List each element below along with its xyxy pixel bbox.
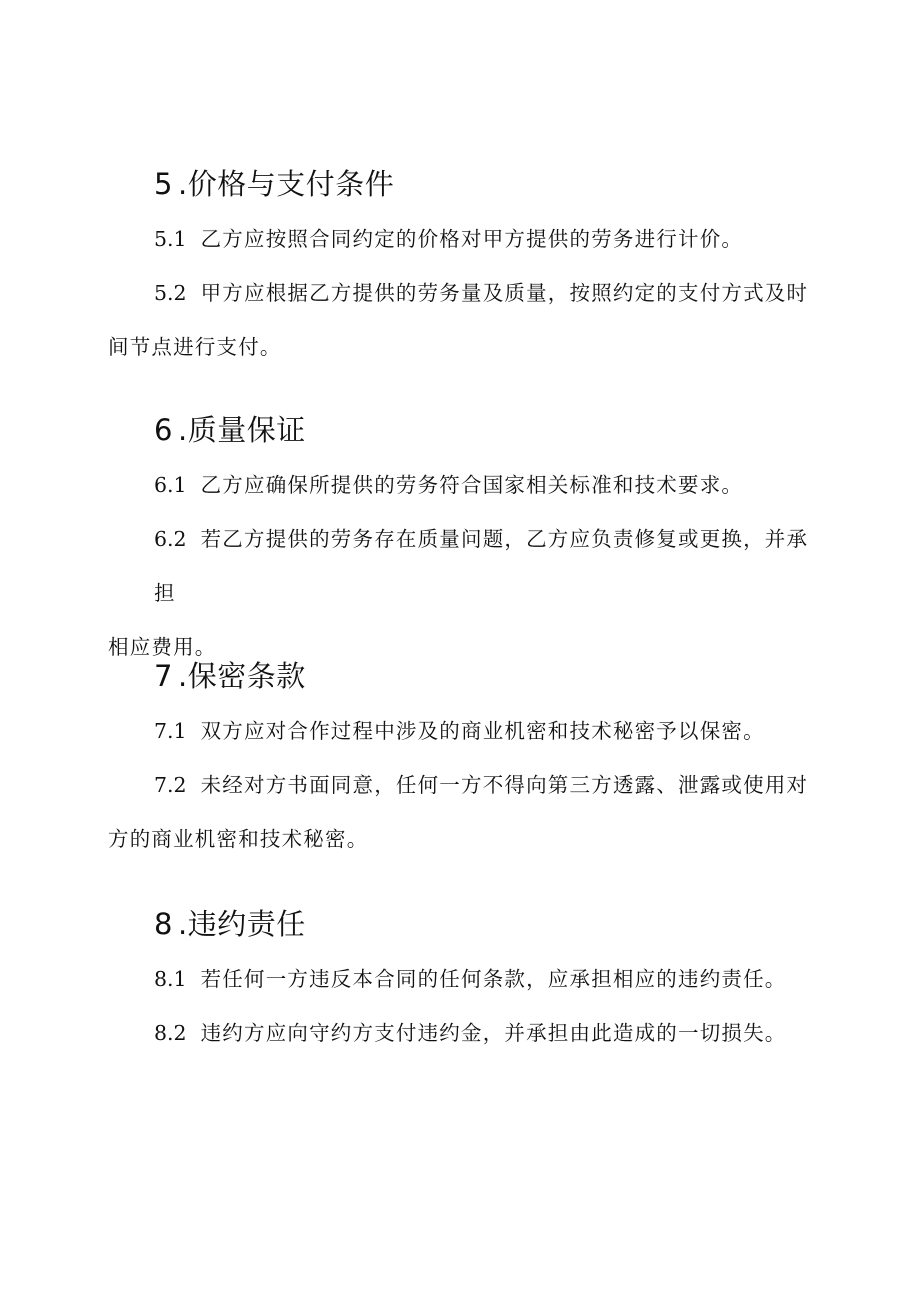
section-heading xyxy=(154,658,820,694)
section-confidentiality xyxy=(108,658,820,866)
section-quality-assurance xyxy=(108,412,820,674)
clause-text: 未经对方书面同意，任何一方不得向第三方透露、泄露或使用对 xyxy=(200,773,809,797)
clause-number: 8.2 xyxy=(154,1021,187,1045)
section-number: 8 xyxy=(154,907,173,941)
clause xyxy=(108,704,820,758)
clause-number: 7.1 xyxy=(154,719,187,743)
clause-number: 6.1 xyxy=(154,473,187,497)
clause-text: 乙方应按照合同约定的价格对甲方提供的劳务进行计价。 xyxy=(200,227,744,251)
section-title: .质量保证 xyxy=(178,413,306,447)
section-heading xyxy=(154,412,820,448)
clause xyxy=(108,758,820,866)
section-number: 7 xyxy=(154,659,173,693)
clause xyxy=(108,212,820,266)
clause-number: 5.2 xyxy=(154,281,187,305)
clause-number: 7.2 xyxy=(154,773,187,797)
clause-text: 双方应对合作过程中涉及的商业机密和技术秘密予以保密。 xyxy=(200,719,765,743)
clause xyxy=(108,512,820,674)
clause-number: 5.1 xyxy=(154,227,187,251)
clause xyxy=(108,952,820,1006)
clause-number: 6.2 xyxy=(154,527,187,551)
section-number: 5 xyxy=(154,167,173,201)
clause xyxy=(108,1006,820,1060)
clause-number: 8.1 xyxy=(154,967,187,991)
section-breach-liability xyxy=(108,906,820,1060)
section-title: .违约责任 xyxy=(178,907,306,941)
clause xyxy=(108,458,820,512)
clause xyxy=(108,266,820,374)
clause-text: 违约方应向守约方支付违约金，并承担由此造成的一切损失。 xyxy=(200,1021,787,1045)
clause-text-continued: 相应费用。 xyxy=(108,635,217,659)
clause-text: 甲方应根据乙方提供的劳务量及质量，按照约定的支付方式及时 xyxy=(200,281,809,305)
section-title: .价格与支付条件 xyxy=(178,167,395,201)
section-number: 6 xyxy=(154,413,173,447)
section-heading xyxy=(154,906,820,942)
section-title: .保密条款 xyxy=(178,659,306,693)
clause-text: 若乙方提供的劳务存在质量问题，乙方应负责修复或更换，并承担 xyxy=(154,527,809,605)
section-price-payment xyxy=(108,166,820,374)
section-heading xyxy=(154,166,820,202)
clause-text-continued: 方的商业机密和技术秘密。 xyxy=(108,827,369,851)
clause-text-continued: 间节点进行支付。 xyxy=(108,335,282,359)
clause-text: 乙方应确保所提供的劳务符合国家相关标准和技术要求。 xyxy=(200,473,744,497)
clause-text: 若任何一方违反本合同的任何条款，应承担相应的违约责任。 xyxy=(200,967,787,991)
